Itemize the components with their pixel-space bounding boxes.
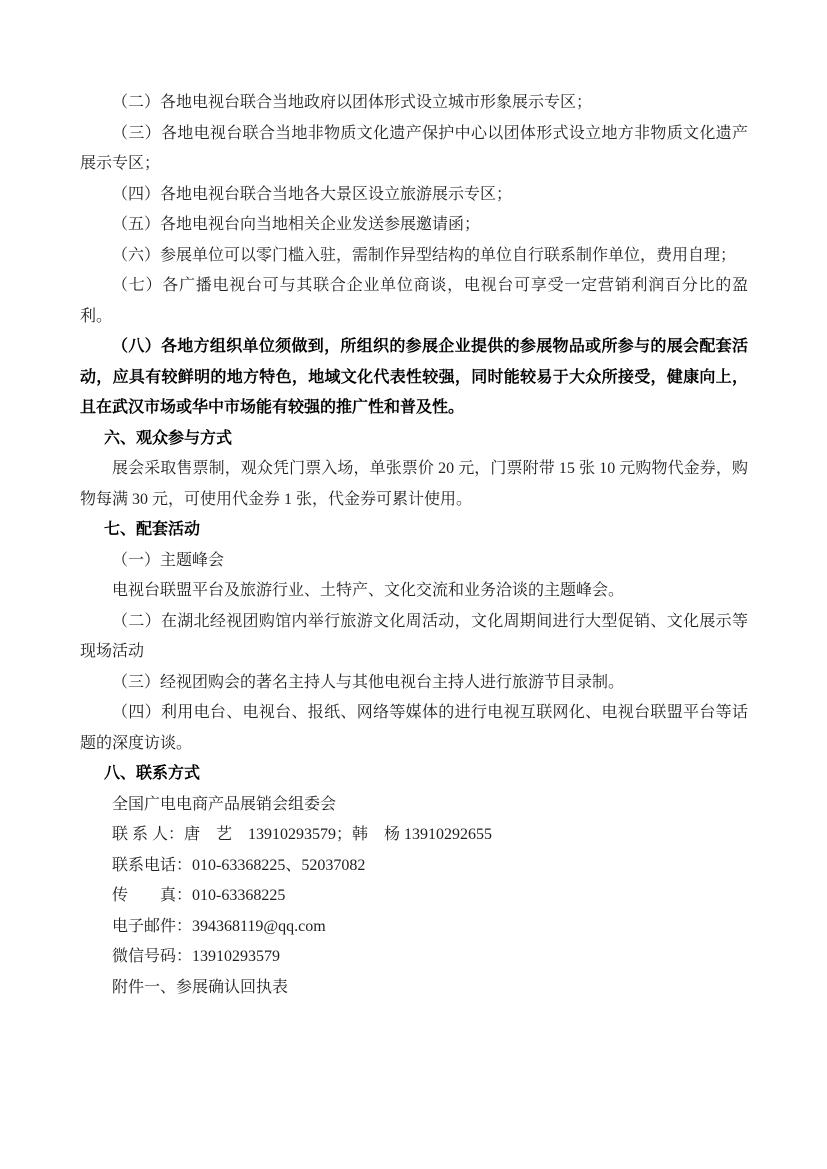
theme-summit-description: 电视台联盟平台及旅游行业、土特产、文化交流和业务洽谈的主题峰会。 <box>112 582 625 599</box>
section-heading-contact: 八、联系方式 <box>104 765 201 782</box>
list-item-7: （七）各广播电视台可与其联合企业单位商谈，电视台可享受一定营销利润百分比的盈利。 <box>80 277 748 325</box>
list-item-5: （五）各地电视台向当地相关企业发送参展邀请函； <box>112 216 481 233</box>
section-heading-supporting-activities: 七、配套活动 <box>104 521 201 538</box>
section-heading-audience-participation: 六、观众参与方式 <box>104 429 233 447</box>
subitem-theme-summit: （一）主题峰会 <box>112 551 225 569</box>
email-line: 电子邮件：394368119@qq.com <box>112 917 326 935</box>
list-item-3: （三）各地电视台联合当地非物质文化遗产保护中心以团体形式设立地方非物质文化遗产展示专区； <box>80 124 748 172</box>
subitem-program-recording: （三）经视团购会的著名主持人与其他电视台主持人进行旅游节目录制。 <box>112 673 625 691</box>
contact-phone-line: 联系电话：010-63368225、52037082 <box>112 856 366 874</box>
emphasis-paragraph-8: （八）各地方组织单位须做到，所组织的参展企业提供的参展物品或所参与的展会配套活动，应具有较鲜明的地方特色，地域文化代表性较强，同时能较易于大众所接受，健康向上，且在武汉市场或华中市场能有较强的推广性和普及性。 <box>80 338 748 416</box>
list-item-4: （四）各地电视台联合当地各大景区设立旅游展示专区； <box>112 185 513 203</box>
attachment-line: 附件一、参展确认回执表 <box>112 978 289 996</box>
fax-line: 传 真：010-63368225 <box>112 887 286 904</box>
subitem-media-interview: （四）利用电台、电视台、报纸、网络等媒体的进行电视互联网化、电视台联盟平台等话题的深度访谈。 <box>80 704 748 752</box>
contact-person-line: 联 系 人：唐 艺 13910293579；韩 杨 13910292655 <box>112 826 493 843</box>
ticketing-paragraph: 展会采取售票制，观众凭门票入场，单张票价 20 元，门票附带 15 张 10 元购物代金券，购物每满 30 元，可使用代金券 1 张，代金券可累计使用。 <box>80 460 748 508</box>
list-item-6: （六）参展单位可以零门槛入驻，需制作异型结构的单位自行联系制作单位，费用自理； <box>112 246 737 264</box>
wechat-line: 微信号码：13910293579 <box>112 948 281 965</box>
organizer-name: 全国广电电商产品展销会组委会 <box>112 795 337 813</box>
subitem-culture-week: （二）在湖北经视团购馆内举行旅游文化周活动，文化周期间进行大型促销、文化展示等现场活动 <box>80 612 748 660</box>
list-item-2: （二）各地电视台联合当地政府以团体形式设立城市形象展示专区； <box>112 94 593 111</box>
